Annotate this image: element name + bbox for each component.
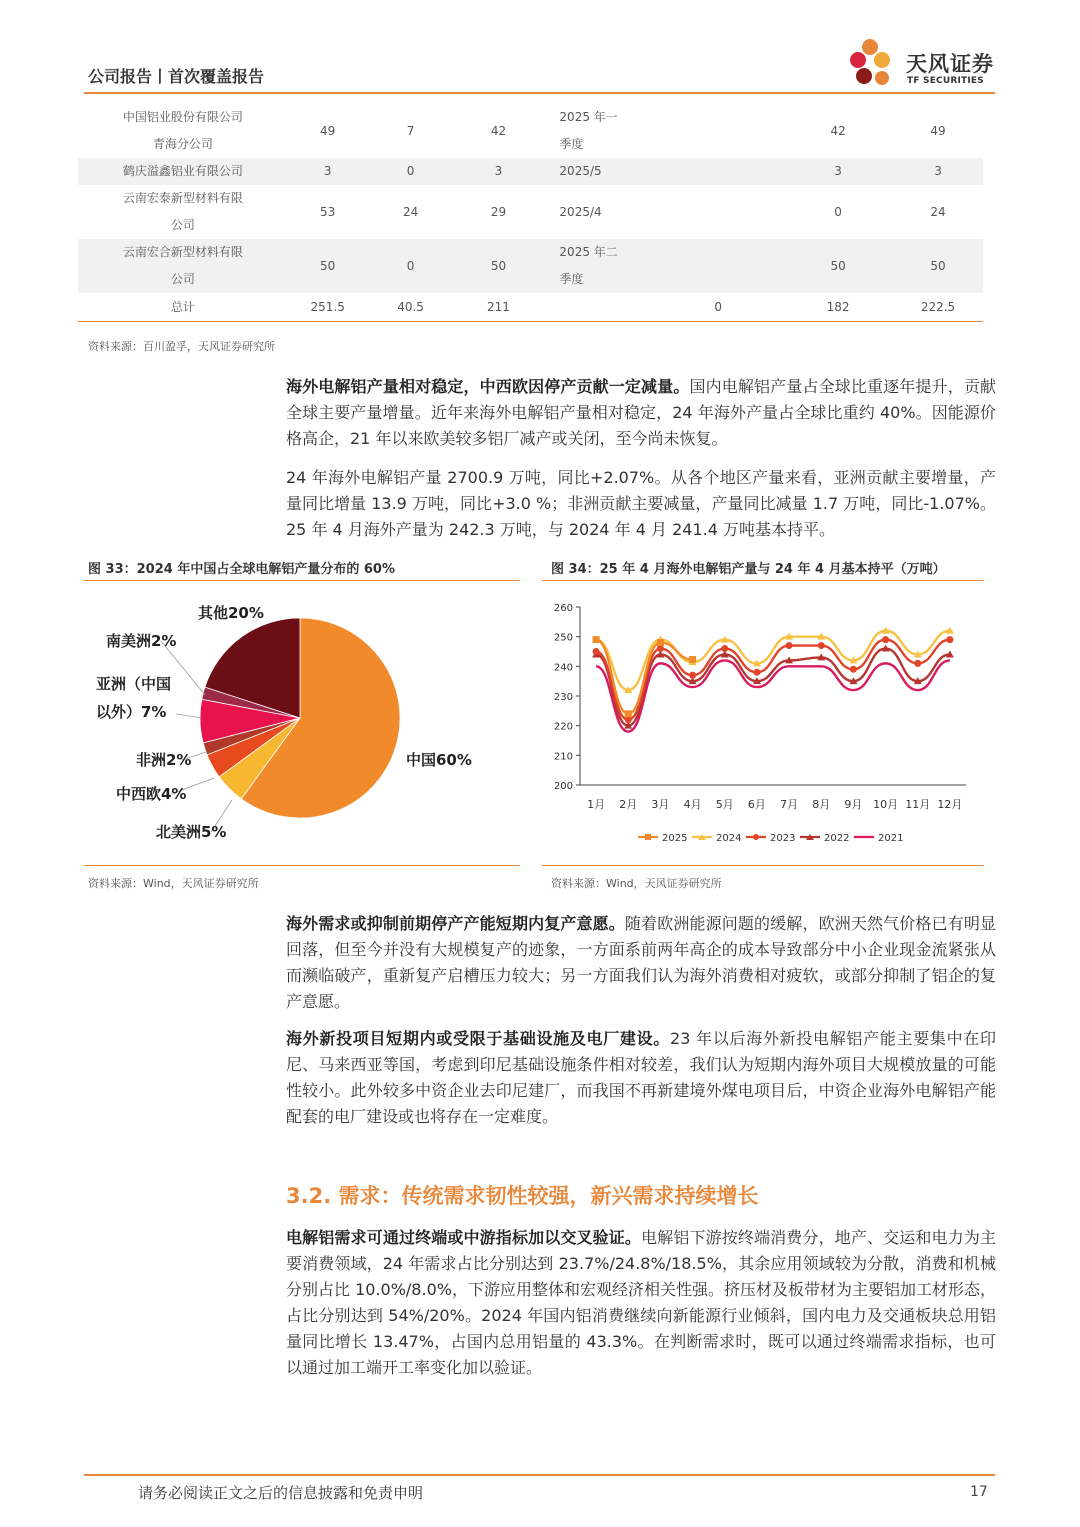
table-cell: 53 xyxy=(320,204,336,219)
table-cell: 2025 年二 季度 xyxy=(543,239,653,293)
table-cell: 182 xyxy=(783,293,893,322)
pie-label: 其他20% xyxy=(198,604,264,622)
table-cell: 3 xyxy=(893,158,983,185)
table-cell: 40.5 xyxy=(368,293,454,322)
table-cell: 云南宏合新型材料有限 公司 xyxy=(78,239,288,293)
table-cell: 3 xyxy=(454,158,544,185)
paragraph-demand-verification xyxy=(286,1225,996,1381)
paragraph-new-projects xyxy=(286,1026,996,1130)
table-cell: 云南宏泰新型材料有限 公司 xyxy=(122,191,243,232)
data-point xyxy=(689,656,696,663)
pie-label: 亚洲（中国 以外）7% xyxy=(96,675,172,721)
y-tick-label: 230 xyxy=(553,692,573,703)
y-tick-label: 210 xyxy=(553,751,573,763)
data-point xyxy=(818,642,825,649)
footer-rule xyxy=(84,1474,995,1476)
x-tick-label: 7月 xyxy=(780,798,799,811)
data-point xyxy=(689,672,696,679)
legend-label: 2024 xyxy=(716,833,742,844)
table-cell: 2025/5 xyxy=(543,158,653,185)
legend-label: 2025 xyxy=(662,833,688,844)
table-cell: 7 xyxy=(406,123,415,138)
table-row xyxy=(78,158,983,185)
table-cell: 总计 xyxy=(78,293,288,322)
pie-label: 北美洲5% xyxy=(156,823,227,841)
table-cell: 2025/4 xyxy=(559,204,602,219)
y-tick-label: 240 xyxy=(553,662,573,674)
production-table xyxy=(78,104,983,322)
paragraph-body: 24 年海外电解铝产量 2700.9 万吨，同比+2.07%。从各个地区产量来看，亚洲贡献主要增量，产量同比增量 13.9 万吨，同比+3.0 %；非洲贡献主要减量，产量同比减量 1.7 万吨，同比-1.07%。25 年 4 月海外产量为 242.3 万吨，与 2024 年 4 月 241.4 万吨基本持平。 xyxy=(286,468,996,539)
data-point xyxy=(625,710,632,717)
tf-logo-icon xyxy=(848,36,904,90)
data-point xyxy=(914,660,921,667)
data-point xyxy=(946,636,953,643)
y-tick-label: 220 xyxy=(553,721,573,733)
paragraph-body: 随着欧洲能源问题的缓解，欧洲天然气价格已有明显回落，但至今并没有大规模复产的迹象，一方面系前两年高企的成本导致部分中小企业现金流紧张从而濒临破产，重新复产启槽压力较大；另一方面我们认为海外消费相对疲软，或部分抑制了铝企的复产意愿。 xyxy=(286,914,996,1011)
table-cell: 24 xyxy=(930,204,946,219)
y-tick-label: 260 xyxy=(553,603,573,614)
fig33-rule-top xyxy=(84,580,520,581)
x-tick-label: 12月 xyxy=(937,798,963,811)
x-tick-label: 4月 xyxy=(683,798,702,811)
data-point xyxy=(593,648,600,655)
fig33-title: 图 33：2024 年中国占全球电解铝产量分布的 60% xyxy=(88,562,395,577)
y-tick-label: 200 xyxy=(553,781,573,792)
table-cell: 24 xyxy=(402,204,419,219)
legend-marker xyxy=(645,834,651,840)
fig33-source: 资料来源：Wind，天风证券研究所 xyxy=(88,877,259,890)
table-cell xyxy=(653,104,783,158)
table-cell: 222.5 xyxy=(893,293,983,322)
fig34-rule-top xyxy=(542,580,984,581)
table-cell: 42 xyxy=(490,123,507,138)
table-cell: 49 xyxy=(320,123,336,138)
table-source: 资料来源：百川盈孚，天风证券研究所 xyxy=(88,340,275,353)
data-point xyxy=(721,645,728,652)
table-row xyxy=(78,239,983,293)
paragraph-body: 电解铝下游按终端消费分，地产、交运和电力为主要消费领域，24 年需求占比分别达到 23.7%/24.8%/18.5%，其余应用领域较为分散，消费和机械分别占比 10.0%/8.0%，下游应用整体和宏观经济相关性强。挤压材及板带材为主要铝加工材形态，占比分别达到 54%/20%。2024 年国内铝消费继续向新能源行业倾斜，国内电力及交通板块总用铝量同比增长 13.47%，占国内总用铝量的 43.3%。在判断需求时，既可以通过终端需求指标，也可以通过加工端开工率变化加以验证。 xyxy=(286,1228,996,1377)
table-cell: 211 xyxy=(454,293,544,322)
table-row xyxy=(78,185,983,239)
x-tick-label: 1月 xyxy=(587,798,606,811)
table-cell: 3 xyxy=(288,158,368,185)
logo-subtext: TF SECURITIES xyxy=(907,76,984,86)
paragraph-lead: 电解铝需求可通过终端或中游指标加以交叉验证。 xyxy=(286,1228,642,1247)
legend-label: 2023 xyxy=(770,833,796,844)
table-cell: 鹤庆溢鑫铝业有限公司 xyxy=(78,158,288,185)
legend-label: 2022 xyxy=(824,833,850,844)
page-number: 17 xyxy=(970,1484,988,1500)
table-cell: 251.5 xyxy=(288,293,368,322)
table-cell: 0 xyxy=(834,204,842,219)
data-point xyxy=(786,642,793,649)
x-tick-label: 9月 xyxy=(844,798,863,811)
paragraph-body: 国内电解铝产量占全球比重逐年提升，贡献全球主要产量增量。近年来海外电解铝产量相对稳定，24 年海外产量占全球比重约 40%。因能源价格高企，21 年以来欧美较多铝厂减产或关闭，至今尚未恢复。 xyxy=(286,377,996,448)
table-cell: 50 xyxy=(288,239,368,293)
legend-marker xyxy=(753,834,759,840)
table-cell: 0 xyxy=(368,158,454,185)
report-type-label: 公司报告丨首次覆盖报告 xyxy=(88,67,265,86)
table-cell xyxy=(543,293,653,322)
paragraph-body: 23 年以后海外新投电解铝产能主要集中在印尼、马来西亚等国，考虑到印尼基础设施条件相对较差，我们认为短期内海外项目大规模放量的可能性较小。此外较多中资企业去印尼建厂，而我国不再新建境外煤电项目后，中资企业海外电解铝产能配套的电厂建设或也将存在一定难度。 xyxy=(286,1029,996,1126)
table-cell: 50 xyxy=(893,239,983,293)
pie-label: 非洲2% xyxy=(136,751,192,769)
table-cell: 29 xyxy=(490,204,507,219)
table-cell: 50 xyxy=(454,239,544,293)
table-cell xyxy=(653,239,783,293)
paragraph-demand-restraint xyxy=(286,911,996,1015)
pie-label: 南美洲2% xyxy=(106,632,177,650)
paragraph-overseas-stable xyxy=(286,374,996,452)
x-tick-label: 10月 xyxy=(873,798,899,811)
paragraph-lead: 海外电解铝产量相对稳定，中西欧因停产贡献一定减量。 xyxy=(286,377,690,396)
pie-label: 中国60% xyxy=(406,751,472,769)
fig33-rule-bottom xyxy=(84,865,520,866)
section-title: 3.2. 需求：传统需求韧性较强，新兴需求持续增长 xyxy=(286,1184,759,1208)
table-cell: 3 xyxy=(783,158,893,185)
x-tick-label: 11月 xyxy=(905,798,931,811)
data-point xyxy=(753,669,760,676)
x-tick-label: 5月 xyxy=(715,798,734,811)
table-cell: 49 xyxy=(930,123,946,138)
x-tick-label: 6月 xyxy=(747,798,766,811)
x-tick-label: 2月 xyxy=(619,798,638,811)
fig34-title: 图 34：25 年 4 月海外电解铝产量与 24 年 4 月基本持平（万吨） xyxy=(551,562,946,577)
paragraph-overseas-output xyxy=(286,465,996,543)
y-tick-label: 250 xyxy=(553,632,573,644)
table-cell xyxy=(653,158,783,185)
data-point xyxy=(593,636,600,643)
table-cell: 42 xyxy=(830,123,846,138)
header-rule xyxy=(84,92,995,94)
line-chart xyxy=(542,584,984,864)
company-logo xyxy=(848,36,1008,90)
x-tick-label: 8月 xyxy=(812,798,831,811)
table-total-row xyxy=(78,293,983,322)
fig34-rule-bottom xyxy=(542,865,984,866)
legend-label: 2021 xyxy=(878,833,904,844)
table-cell: 50 xyxy=(783,239,893,293)
table-cell: 中国铝业股份有限公司 青海分公司 xyxy=(122,110,243,151)
footer-disclaimer: 请务必阅读正文之后的信息披露和免责申明 xyxy=(138,1484,424,1502)
paragraph-lead: 海外需求或抑制前期停产产能短期内复产意愿。 xyxy=(286,914,625,933)
table-cell: 0 xyxy=(368,239,454,293)
x-tick-label: 3月 xyxy=(651,798,670,811)
pie-leader-line xyxy=(176,714,202,718)
logo-text: 天风证券 xyxy=(906,52,994,76)
paragraph-lead: 海外新投项目短期内或受限于基础设施及电厂建设。 xyxy=(286,1029,671,1048)
table-cell: 0 xyxy=(653,293,783,322)
data-point xyxy=(850,666,857,673)
data-point xyxy=(882,636,889,643)
table-cell: 2025 年一 季度 xyxy=(559,110,618,151)
table-cell xyxy=(653,185,783,239)
table-row xyxy=(78,104,983,158)
pie-label: 中西欧4% xyxy=(116,785,187,803)
fig34-source: 资料来源：Wind，天风证券研究所 xyxy=(551,877,722,890)
data-point xyxy=(657,639,664,646)
